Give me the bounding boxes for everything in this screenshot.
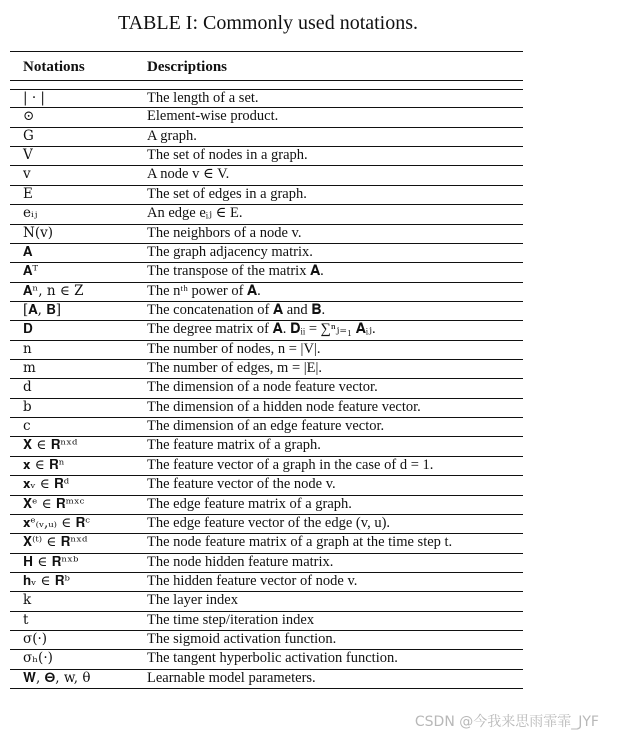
description-cell: The graph adjacency matrix. — [147, 243, 313, 260]
table-row — [10, 283, 523, 302]
table-row — [10, 437, 523, 456]
notation-cell: k — [23, 592, 32, 609]
table-row — [10, 186, 523, 205]
table-row — [10, 108, 523, 127]
notation-cell: σₕ(·) — [23, 650, 53, 667]
description-cell: Learnable model parameters. — [147, 669, 316, 686]
table-row — [10, 670, 523, 689]
notation-cell: v — [23, 166, 31, 183]
description-cell: Element-wise product. — [147, 108, 279, 125]
header-notations: Notations — [23, 59, 85, 75]
table-row — [10, 244, 523, 263]
description-cell: The degree matrix of 𝐀. 𝐃ᵢᵢ = ∑ⁿⱼ₌₁ 𝐀ᵢⱼ. — [147, 321, 376, 338]
description-cell: The length of a set. — [147, 90, 259, 106]
description-cell: The edge feature matrix of a graph. — [147, 495, 352, 512]
table-row — [10, 592, 523, 611]
description-cell: The nᵗʰ power of 𝐀. — [147, 282, 261, 299]
description-cell: The concatenation of 𝐀 and 𝐁. — [147, 301, 326, 318]
notation-cell: 𝐗⁽ᵗ⁾ ∈ 𝐑ⁿˣᵈ — [23, 534, 88, 551]
description-cell: The set of edges in a graph. — [147, 185, 307, 202]
table-row — [10, 399, 523, 418]
table-row — [10, 341, 523, 360]
table-caption: TABLE I: Commonly used notations. — [117, 12, 419, 34]
notation-cell: 𝐱ᵉ₍ᵥ,ᵤ₎ ∈ 𝐑ᶜ — [23, 514, 90, 531]
table-row — [10, 631, 523, 650]
table-row — [10, 321, 523, 340]
description-cell: The set of nodes in a graph. — [147, 147, 308, 164]
table-row — [10, 128, 523, 147]
table-row — [10, 263, 523, 282]
table-row — [10, 379, 523, 398]
table-row — [10, 360, 523, 379]
table-body — [10, 89, 523, 689]
notation-cell: 𝐃 — [23, 321, 33, 338]
description-cell: The transpose of the matrix 𝐀. — [147, 263, 324, 280]
notation-cell: N(v) — [23, 224, 53, 241]
description-cell: The layer index — [147, 592, 238, 609]
table-row — [10, 515, 523, 534]
table-row — [10, 457, 523, 476]
notation-cell: ⊙ — [23, 108, 35, 125]
table-row — [10, 554, 523, 573]
notation-cell: 𝐖, 𝚯, w, θ — [23, 669, 91, 686]
description-cell: The tangent hyperbolic activation function. — [147, 650, 398, 667]
table-row — [10, 418, 523, 437]
description-cell: The feature matrix of a graph. — [147, 437, 321, 454]
notation-cell: E — [23, 185, 33, 202]
notation-cell: 𝐱 ∈ 𝐑ⁿ — [23, 456, 65, 473]
table-row — [10, 225, 523, 244]
notation-cell: 𝐀ⁿ, n ∈ Z — [23, 282, 84, 299]
description-cell: The edge feature vector of the edge (v, u). — [147, 514, 391, 531]
table-header — [10, 52, 523, 80]
notation-cell: 𝐱ᵥ ∈ 𝐑ᵈ — [23, 476, 70, 493]
table-row — [10, 573, 523, 592]
table-row — [10, 612, 523, 631]
description-cell: The number of edges, m = |E|. — [147, 360, 323, 377]
notation-cell: G — [23, 127, 34, 144]
table-row — [10, 302, 523, 321]
description-cell: The sigmoid activation function. — [147, 631, 337, 648]
notation-cell: [𝐀, 𝐁] — [23, 301, 62, 318]
header-rule — [10, 80, 523, 81]
notation-cell: 𝐀 — [23, 243, 33, 260]
notation-cell: eᵢⱼ — [23, 205, 38, 222]
notation-cell: m — [23, 360, 36, 377]
notation-cell: n — [23, 340, 32, 357]
watermark: CSDN @今我来思雨霏霏_JYF — [414, 714, 599, 730]
notation-cell: d — [23, 379, 32, 396]
notation-cell: σ(·) — [23, 631, 48, 648]
notation-cell: 𝐀ᵀ — [23, 263, 39, 280]
table-row — [10, 147, 523, 166]
notation-cell: 𝐗 ∈ 𝐑ⁿˣᵈ — [23, 437, 78, 454]
notation-cell: 𝐗ᵉ ∈ 𝐑ᵐˣᶜ — [23, 495, 85, 512]
description-cell: A node v ∈ V. — [147, 166, 230, 183]
description-cell: The dimension of a hidden node feature vector. — [147, 398, 421, 415]
notation-cell: | · | — [23, 90, 45, 106]
notation-cell: c — [23, 418, 31, 435]
description-cell: The dimension of a node feature vector. — [147, 379, 378, 396]
description-cell: The hidden feature vector of node v. — [147, 572, 358, 589]
notation-table — [10, 51, 523, 689]
description-cell: The node hidden feature matrix. — [147, 553, 334, 570]
table-row — [10, 650, 523, 669]
description-cell: An edge eᵢⱼ ∈ E. — [147, 205, 243, 222]
description-cell: The time step/iteration index — [147, 611, 315, 628]
notation-cell: 𝐇 ∈ 𝐑ⁿˣᵇ — [23, 553, 79, 570]
description-cell: The node feature matrix of a graph at the time step t. — [147, 534, 453, 551]
description-cell: The dimension of an edge feature vector. — [147, 418, 385, 435]
description-cell: The feature vector of a graph in the case of d = 1. — [147, 456, 434, 473]
table-row — [10, 89, 523, 108]
notation-cell: b — [23, 398, 32, 415]
description-cell: The neighbors of a node v. — [147, 224, 302, 241]
table-row — [10, 496, 523, 515]
table-row — [10, 166, 523, 185]
notation-cell: 𝐡ᵥ ∈ 𝐑ᵇ — [23, 572, 70, 589]
notation-cell: t — [23, 611, 29, 628]
table-row — [10, 205, 523, 224]
description-cell: A graph. — [147, 127, 197, 144]
table-row — [10, 534, 523, 553]
header-descriptions: Descriptions — [147, 59, 227, 75]
description-cell: The number of nodes, n = |V|. — [147, 340, 321, 357]
table-row — [10, 476, 523, 495]
notation-cell: V — [23, 147, 33, 164]
description-cell: The feature vector of the node v. — [147, 476, 336, 493]
